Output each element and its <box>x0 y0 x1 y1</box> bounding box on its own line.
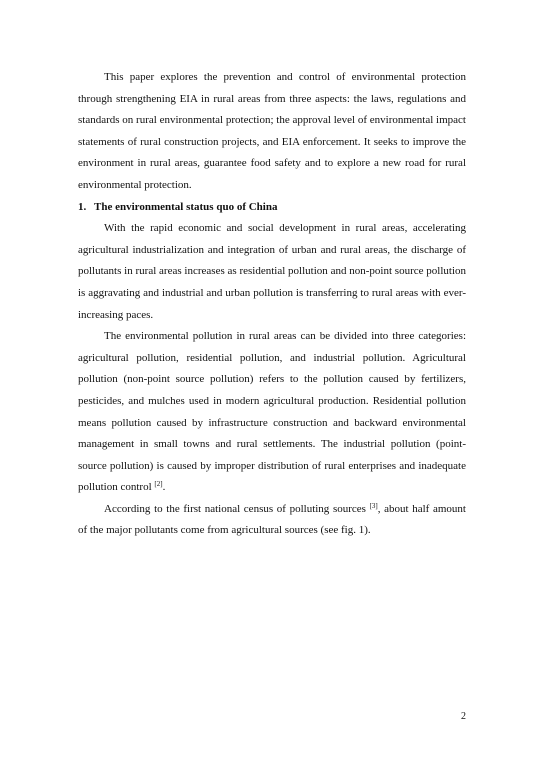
paragraph-text: , about half amount of the major pollutants come from agricultural sources (see fig. 1). <box>78 502 466 537</box>
paragraph-text: . <box>162 481 166 494</box>
citation-reference: [2] <box>154 480 163 489</box>
paragraph-text: According to the first national census of polluting sources <box>104 502 370 515</box>
body-paragraph <box>78 499 466 542</box>
body-paragraph <box>78 326 466 499</box>
page-number: 2 <box>461 711 466 722</box>
section-title: The environmental status quo of China <box>94 200 278 213</box>
section-number: 1. <box>78 200 87 213</box>
body-paragraph: With the rapid economic and social development in rural areas, accelerating agricultural industrialization and integration of urban and rural areas, the discharge of pollutants in rural areas increases as residential pollution and non-point source pollution is aggravating and industrial and urban pollution is transferring to rural areas with ever-increasing paces. <box>78 222 466 321</box>
intro-paragraph: This paper explores the prevention and control of environmental protection through strengthening EIA in rural areas from three aspects: the laws, regulations and standards on rural environmental protection; the approval level of environmental impact statements of rural construction projects, and EIA enforcement. It seeks to improve the environment in rural areas, guarantee food safety and to explore a new road for rural environmental protection. <box>78 71 466 191</box>
paragraph-text: The environmental pollution in rural areas can be divided into three categories: agricultural pollution, residential pollution, and industrial pollution. Agricultural pollution (non-point source pollution) refers to the pollution caused by fertilizers, pesticides, and mulches used in modern agricultural production. Residential pollution means pollution caused by infrastructure construction and backward environmental management in small towns and rural settlements. The industrial pollution (point-source pollution) is caused by improper distribution of rural enterprises and inadequate pollution control <box>78 330 466 494</box>
citation-reference: [3] <box>369 501 378 510</box>
section-heading <box>78 197 466 219</box>
page-body <box>78 67 466 542</box>
